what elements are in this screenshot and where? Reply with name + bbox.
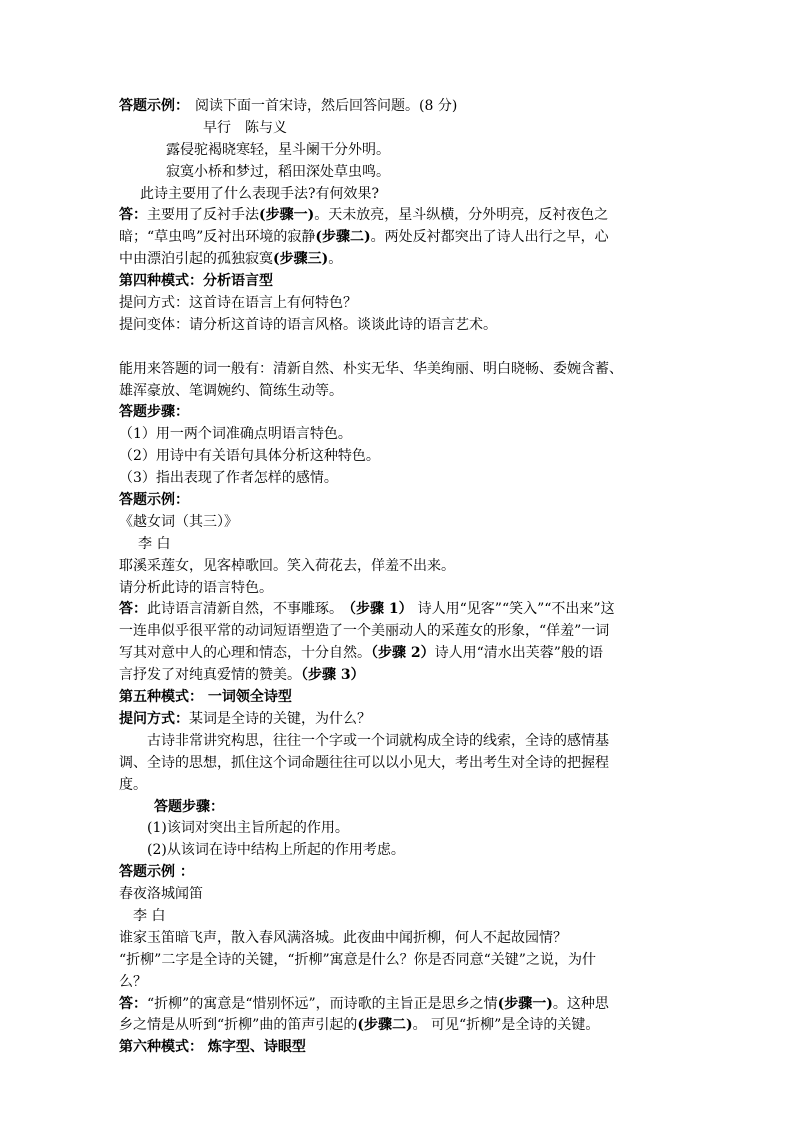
step-marker: （步骤 3） [301,667,365,684]
steps-heading: 答题步骤： [154,798,224,815]
answer-line [119,249,679,271]
answer-text: 主要用了反衬手法 [147,207,259,224]
steps-heading: 答题步骤： [119,404,189,421]
question-text: 么？ [119,973,147,990]
answer-line [119,1015,679,1037]
body-text: 雄浑豪放、笔调婉约、简练生动等。 [119,382,343,399]
step-marker: (步骤三) [273,251,329,268]
step-item: （2）用诗中有关语句具体分析这种特色。 [119,448,380,465]
answer-line [119,994,679,1016]
section-heading: 第六种模式： 炼字型、诗眼型 [119,1039,306,1056]
answer-line [119,205,679,227]
poem-line: 耶溪采莲女，见客棹歌回。笑入荷花去，佯羞不出来。 [119,557,455,574]
question-text: 此诗主要用了什么表现手法?有何效果? [140,185,380,202]
step-item: （1）用一两个词准确点明语言特色。 [119,426,352,443]
step-marker: (步骤一) [259,207,315,224]
question-text: “折柳”二字是全诗的关键，“折柳”寓意是什么？你是否同意“关键”之说，为什 [119,951,596,968]
answer-text: 诗人用“见客”“笑入”“不出来”这 [417,601,615,618]
body-text: 能用来答题的词一般有：清新自然、朴实无华、华美绚丽、明白晓畅、委婉含蓄、 [119,360,623,377]
answer-line [119,227,679,249]
example-heading: 答题示例 ： [119,864,194,881]
answer-line [119,599,679,621]
answer-text: 。天未放亮，星斗纵横，分外明亮，反衬夜色之 [314,207,609,224]
example-label: 答题示例： [119,98,189,114]
document-page [119,96,679,1059]
answer-line [119,665,679,687]
body-text: 古诗非常讲究构思，往往一个字或一个词就构成全诗的线索，全诗的感情基 [147,732,609,749]
instruction-text: 阅读下面一首宋诗，然后回答问题。(8 分) [195,98,458,114]
section-heading: 第五种模式： 一词领全诗型 [119,689,292,706]
question-style-text: 某词是全诗的关键，为什么？ [189,710,371,727]
question-text: 请分析此诗的语言特色。 [119,579,273,596]
answer-text: 。 可见“折柳”是全诗的关键。 [412,1017,600,1034]
blank-line [119,337,679,359]
answer-text: 。这种思 [552,995,609,1012]
answer-text: “折柳”的寓意是“惜别怀远”，而诗歌的主旨正是思乡之情 [147,995,498,1012]
question-style-label: 提问方式： [119,710,189,727]
step-marker: (步骤二) [357,1017,413,1034]
answer-text: 言抒发了对纯真爱情的赞美。 [119,667,301,684]
answer-text: 。 [328,251,343,268]
step-marker: （步骤 2） [371,645,435,662]
answer-text: 中由漂泊引起的孤独寂寞 [119,251,273,268]
answer-text: 诗人用“清水出芙蓉”般的语 [434,645,603,662]
step-item: (1)该词对突出主旨所起的作用。 [147,820,349,837]
poem-title-author: 早行 陈与义 [203,119,287,136]
answer-label: 答： [119,995,147,1012]
poem-line: 露侵驼褐晓寒轻，星斗阑干分外明。 [166,141,390,158]
poem-line: 谁家玉笛暗飞声，散入春风满洛城。此夜曲中闻折柳，何人不起故园情？ [119,929,567,946]
step-item: (2)从该词在诗中结构上所起的作用考虑。 [147,842,405,859]
example-heading: 答题示例： [119,492,189,509]
step-marker: （步骤 1） [349,601,413,618]
answer-text: 写其对意中人的心理和情态，十分自然。 [119,645,371,662]
answer-label: 答： [119,207,147,224]
body-text: 调、全诗的思想，抓住这个词命题往往可以以小见大，考出考生对全诗的把握程 [119,754,609,771]
answer-text: 一连串似乎很平常的动词短语塑造了一个美丽动人的采莲女的形象，“佯羞”一词 [119,623,610,640]
answer-text: 。两处反衬都突出了诗人出行之早，心 [370,229,609,246]
answer-label: 答： [119,601,147,618]
poem-title: 春夜洛城闻笛 [119,886,203,903]
section-heading: 第四种模式：分析语言型 [119,273,273,290]
step-item: （3）指出表现了作者怎样的感情。 [119,470,338,487]
poem-title: 《越女词（其三）》 [119,513,238,530]
answer-text: 暗；“草虫鸣”反衬出环境的寂静 [119,229,316,246]
question-variant: 提问变体：请分析这首诗的语言风格。谈谈此诗的语言艺术。 [119,316,497,333]
body-text: 度。 [119,776,147,793]
question-style-line [119,709,679,731]
question-style: 提问方式：这首诗在语言上有何特色？ [119,295,357,312]
answer-text: 乡之情是从听到“折柳”曲的笛声引起的 [119,1017,358,1034]
step-marker: (步骤二) [315,229,371,246]
poem-author: 李 白 [133,907,166,924]
step-marker: (步骤一) [497,995,553,1012]
answer-text: 此诗语言清新自然，不事雕琢。 [147,601,343,618]
poem-line: 寂寞小桥和梦过，稻田深处草虫鸣。 [166,163,390,180]
example-heading-line [119,96,679,118]
answer-line [119,643,679,665]
poem-author: 李 白 [138,535,171,552]
